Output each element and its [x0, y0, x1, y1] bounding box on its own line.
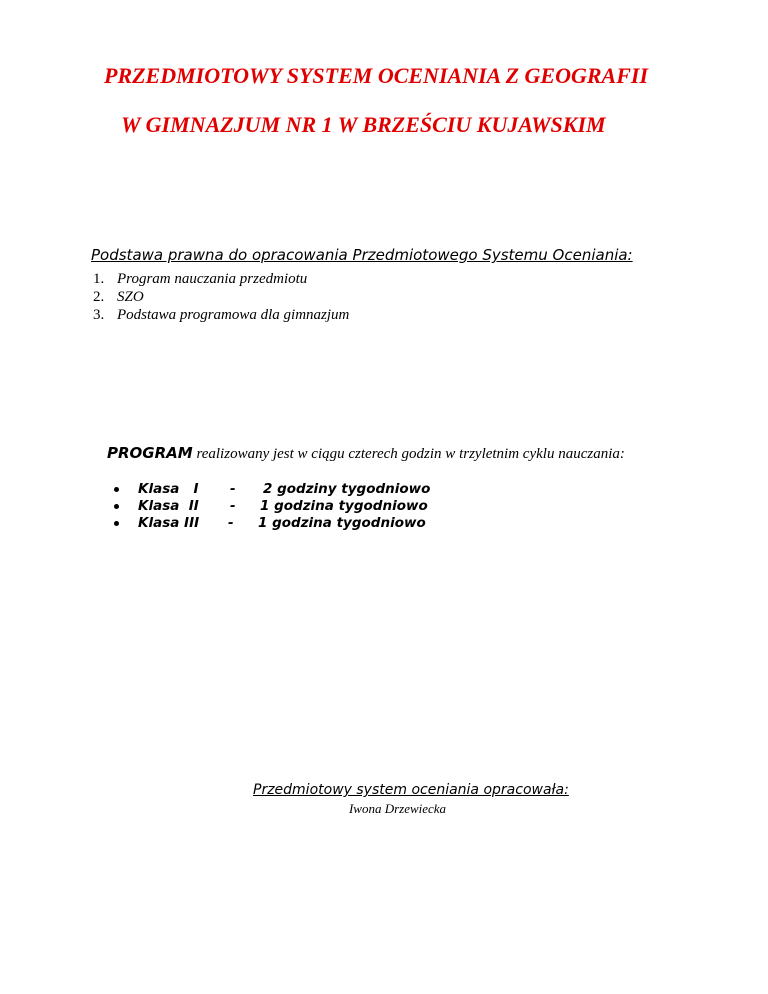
list-item: 1. Program nauczania przedmiotu	[93, 271, 308, 287]
class-dash: -	[230, 498, 236, 514]
bullet-icon	[114, 487, 119, 492]
legal-basis-heading: Podstawa prawna do opracowania Przedmiotowego Systemu Oceniania:	[91, 246, 633, 264]
author-name: Iwona Drzewiecka	[348, 801, 447, 816]
document-title-line-2: W GIMNAZJUM NR 1 W BRZEŚCIU KUJAWSKIM	[121, 112, 606, 137]
class-name: Klasa III	[138, 515, 200, 531]
class-hours: 1 godzina tygodniowo	[258, 515, 426, 531]
program-description	[107, 444, 625, 463]
class-hours: 1 godzina tygodniowo	[260, 498, 428, 514]
class-name: Klasa II	[138, 498, 199, 514]
list-item: 2. SZO	[93, 289, 144, 305]
class-dash: -	[230, 481, 236, 497]
class-hours: 2 godziny tygodniowo	[263, 481, 431, 497]
bullet-icon	[114, 521, 119, 526]
bullet-icon	[114, 504, 119, 509]
class-dash: -	[228, 515, 234, 531]
program-keyword: PROGRAM	[107, 444, 193, 462]
list-item: 3. Podstawa programowa dla gimnazjum	[93, 307, 350, 323]
author-label: Przedmiotowy system oceniania opracowała:	[253, 782, 569, 798]
legal-basis-list	[91, 270, 349, 324]
class-name: Klasa I	[138, 481, 199, 497]
program-text: realizowany jest w ciągu czterech godzin w trzyletnim cyklu nauczania:	[192, 446, 625, 462]
document-title-line-1: PRZEDMIOTOWY SYSTEM OCENIANIA Z GEOGRAFII	[104, 63, 649, 88]
